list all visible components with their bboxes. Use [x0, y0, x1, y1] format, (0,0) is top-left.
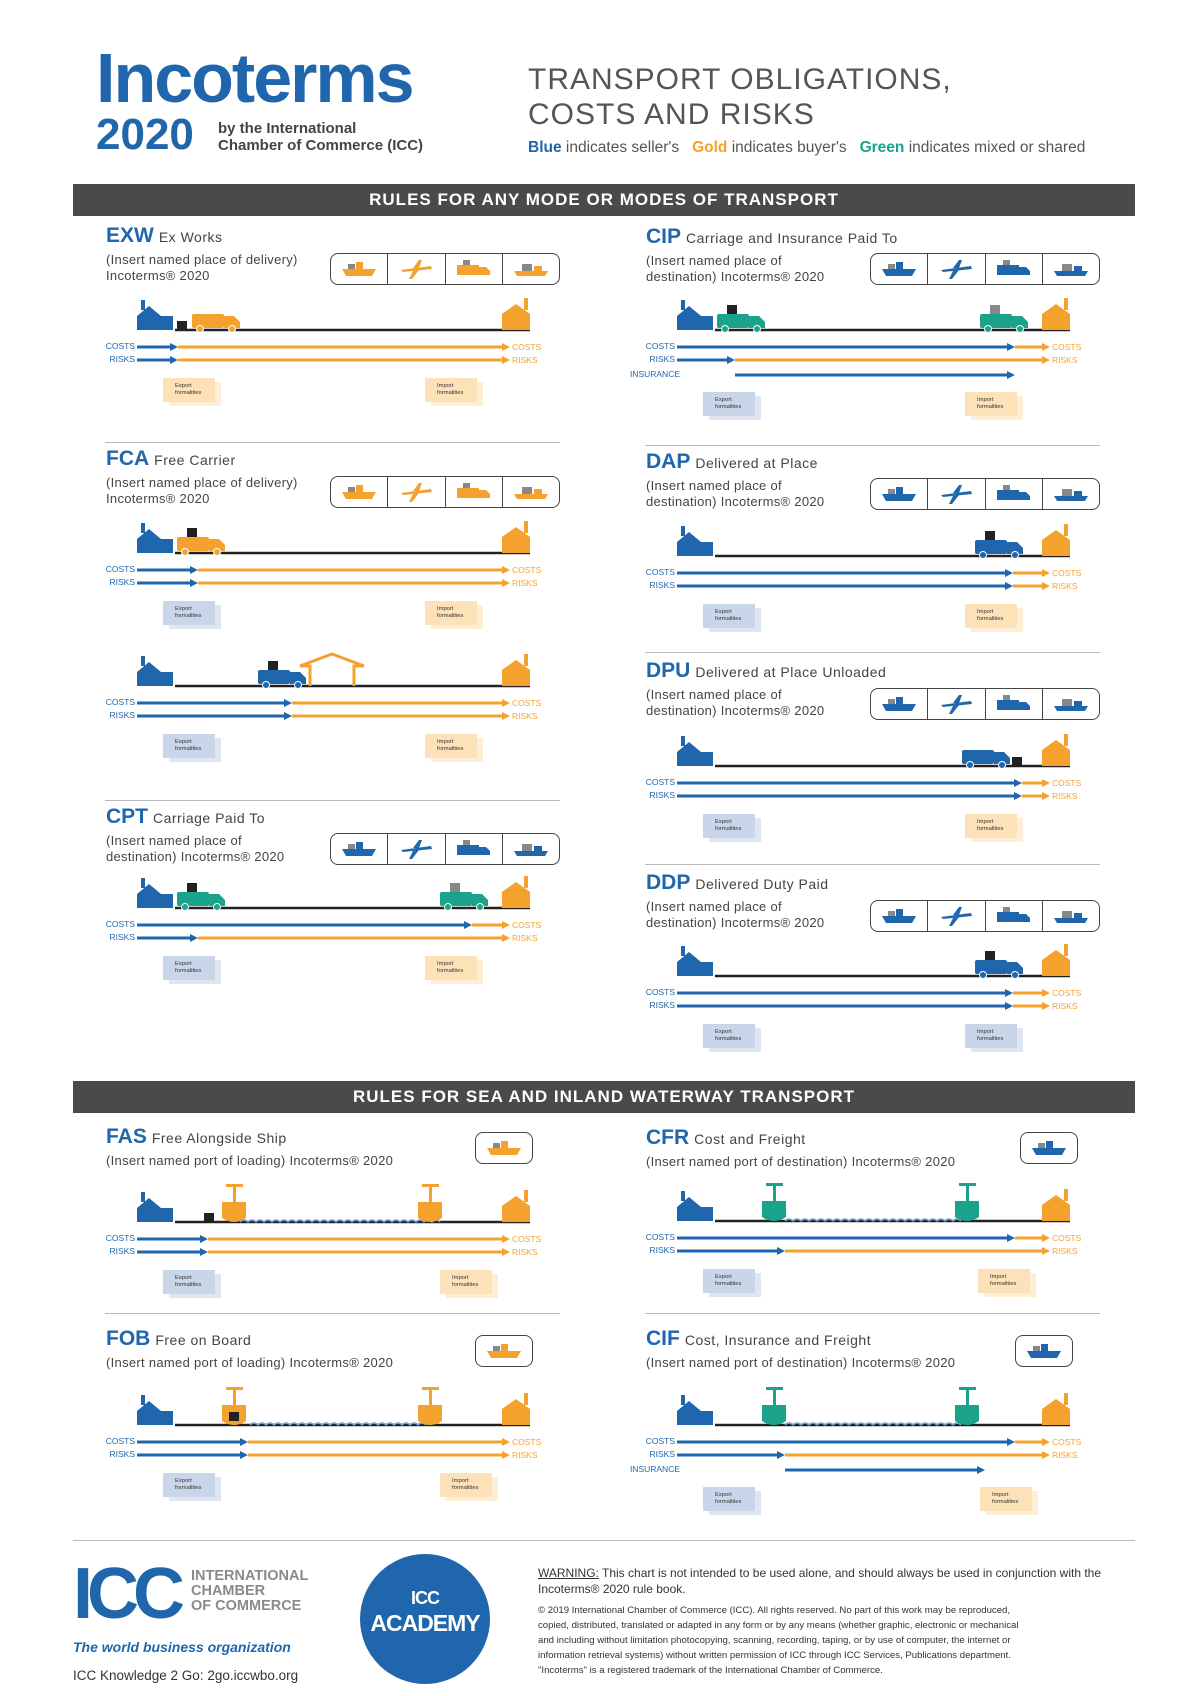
rule-name: Cost and Freight: [694, 1131, 806, 1147]
costs-arrow-seller-head: [1005, 989, 1013, 997]
costs-arrow-buyer-head: [502, 1235, 510, 1243]
copyright-line-4: information retrieval systems) without written permission of ICC through ICC Services, Publications department.: [538, 1650, 1011, 1661]
risks-label-left: RISKS: [649, 354, 675, 364]
cargo-box-icon: [187, 528, 197, 537]
costs-label-left: COSTS: [645, 987, 675, 997]
wheel-icon: [445, 904, 452, 911]
costs-label-right: COSTS: [512, 342, 542, 352]
risks-arrow-seller-head: [240, 1451, 248, 1459]
risks-arrow-seller-head: [777, 1247, 785, 1255]
risks-arrow-seller-head: [284, 712, 292, 720]
risks-label-right: RISKS: [512, 711, 538, 721]
costs-label-left: COSTS: [105, 919, 135, 929]
risks-label-right: RISKS: [1052, 791, 1078, 801]
risks-arrow-buyer-head: [1042, 1002, 1050, 1010]
costs-arrow-seller-head: [1007, 1234, 1015, 1242]
formality-label: Import: [977, 1029, 994, 1035]
chimney-icon: [681, 300, 685, 310]
knowledge-2-go-link[interactable]: ICC Knowledge 2 Go: 2go.iccwbo.org: [73, 1668, 299, 1683]
chimney-icon: [1064, 734, 1068, 746]
legend-green-word: Green: [859, 139, 905, 156]
formality-label: formalities: [175, 746, 202, 752]
risks-label-left: RISKS: [109, 1246, 135, 1256]
icc-name-3: OF COMMERCE: [191, 1598, 302, 1614]
truck-icon: [258, 670, 290, 684]
formality-label: Export: [715, 1274, 732, 1280]
formality-label: formalities: [437, 968, 464, 974]
rule-name: Free Alongside Ship: [151, 1130, 287, 1146]
risks-arrow-buyer-head: [1042, 1451, 1050, 1459]
chimney-icon: [681, 526, 685, 536]
formality-label: Import: [992, 1492, 1009, 1498]
crane-boom-icon: [766, 1183, 783, 1186]
wheel-icon: [197, 326, 204, 333]
formality-label: formalities: [990, 1281, 1017, 1287]
formality-label: formalities: [175, 390, 202, 396]
formality-label: formalities: [175, 968, 202, 974]
risks-arrow-seller-head: [777, 1451, 785, 1459]
formality-label: Export: [715, 1492, 732, 1498]
formality-label: Export: [175, 1478, 192, 1484]
formality-label: formalities: [992, 1499, 1019, 1505]
section-banner-any-mode: RULES FOR ANY MODE OR MODES OF TRANSPORT: [73, 184, 1135, 216]
rule-note: (Insert named port of destination) Incoterms® 2020: [646, 1355, 956, 1370]
costs-arrow-buyer-head: [502, 699, 510, 707]
formality-label: Import: [977, 609, 994, 615]
risks-label-left: RISKS: [649, 580, 675, 590]
ship-hull-icon: [762, 1201, 786, 1221]
cargo-box-icon: [1012, 757, 1022, 766]
section-banner-sea: RULES FOR SEA AND INLAND WATERWAY TRANSPORT: [73, 1081, 1135, 1113]
formality-label: Import: [437, 961, 454, 967]
risks-label-left: RISKS: [649, 1000, 675, 1010]
rule-note: (Insert named place of destination) Incoterms® 2020: [646, 687, 825, 718]
risks-arrow-seller-head: [727, 356, 735, 364]
risks-label-right: RISKS: [512, 355, 538, 365]
risks-arrow-buyer-head: [502, 579, 510, 587]
risks-label-left: RISKS: [109, 932, 135, 942]
risks-arrow-seller-head: [1005, 582, 1013, 590]
costs-label-right: COSTS: [512, 698, 542, 708]
wheel-icon: [1012, 972, 1019, 979]
risks-arrow-buyer-head: [1042, 356, 1050, 364]
truck-icon: [192, 314, 224, 328]
risks-label-left: RISKS: [109, 1449, 135, 1459]
page-footer: [0, 1545, 1200, 1696]
costs-label-left: COSTS: [645, 777, 675, 787]
chimney-icon: [524, 1190, 528, 1202]
risks-arrow-buyer-head: [502, 712, 510, 720]
risks-arrow-buyer-head: [502, 356, 510, 364]
formality-label: formalities: [977, 404, 1004, 410]
risks-label-right: RISKS: [1052, 1001, 1078, 1011]
risks-label-left: RISKS: [109, 577, 135, 587]
icc-logo: [73, 1554, 323, 1657]
rule-code: FOB: [106, 1327, 151, 1350]
risks-arrow-buyer-head: [502, 1248, 510, 1256]
wheel-icon: [214, 904, 221, 911]
legend-green-text: indicates mixed or shared: [908, 139, 1086, 156]
wheel-icon: [295, 682, 302, 689]
page-title-line-1: TRANSPORT OBLIGATIONS,: [528, 63, 952, 96]
risks-label-right: RISKS: [512, 578, 538, 588]
rule-name: Delivered Duty Paid: [695, 876, 829, 892]
chimney-icon: [141, 1192, 145, 1202]
wheel-icon: [263, 682, 270, 689]
chimney-icon: [141, 523, 145, 533]
formality-label: formalities: [977, 1036, 1004, 1042]
costs-arrow-buyer-head: [1042, 779, 1050, 787]
chimney-icon: [681, 946, 685, 956]
costs-arrow-buyer-head: [502, 921, 510, 929]
rule-code: CIF: [646, 1327, 680, 1350]
risks-label-right: RISKS: [1052, 355, 1078, 365]
chimney-icon: [524, 521, 528, 533]
chimney-icon: [141, 1395, 145, 1405]
cargo-box-icon: [204, 1213, 214, 1222]
warning-body: This chart is not intended to be used alone, and should always be used in conjunction with the Incoterms® 2020 rule book.: [538, 1566, 1102, 1596]
cargo-box-icon: [187, 883, 197, 892]
rule-code: CPT: [106, 805, 148, 828]
risks-label-right: RISKS: [512, 933, 538, 943]
risks-arrow-buyer-head: [1042, 1247, 1050, 1255]
wheel-icon: [967, 762, 974, 769]
rule-note: (Insert named place of delivery) Incoterms® 2020: [106, 475, 298, 506]
risks-label-right: RISKS: [1052, 1246, 1078, 1256]
copyright-line-1: © 2019 International Chamber of Commerce (ICC). All rights reserved. No part of this work may be reproduced,: [538, 1605, 1011, 1616]
rule-code: FAS: [106, 1125, 147, 1148]
costs-arrow-buyer-head: [1042, 569, 1050, 577]
wheel-icon: [477, 904, 484, 911]
logo-by-line-2: Chamber of Commerce (ICC): [218, 137, 424, 154]
risks-label-left: RISKS: [109, 354, 135, 364]
rule-name: Free Carrier: [154, 452, 236, 468]
formality-label: formalities: [452, 1282, 479, 1288]
formality-label: Import: [437, 606, 454, 612]
formality-label: formalities: [977, 616, 1004, 622]
ship-hull-icon: [762, 1405, 786, 1425]
chimney-icon: [141, 878, 145, 888]
truck-icon: [975, 540, 1007, 554]
rule-note: (Insert named place of delivery) Incoterms® 2020: [106, 252, 298, 283]
rule-name: Ex Works: [158, 229, 223, 245]
wheel-icon: [182, 549, 189, 556]
risks-arrow-seller-head: [1014, 792, 1022, 800]
costs-arrow-seller-head: [1005, 569, 1013, 577]
ship-hull-icon: [955, 1201, 979, 1221]
risks-arrow-seller-head: [200, 1248, 208, 1256]
insurance-label: INSURANCE: [629, 369, 680, 379]
rule-code: DPU: [646, 659, 691, 682]
legend-gold-word: Gold: [692, 139, 728, 156]
crane-boom-icon: [766, 1387, 783, 1390]
ship-hull-icon: [955, 1405, 979, 1425]
costs-arrow-seller-head: [1014, 779, 1022, 787]
wheel-icon: [980, 552, 987, 559]
truck-icon: [975, 960, 1007, 974]
wheel-icon: [182, 904, 189, 911]
formality-label: Import: [977, 819, 994, 825]
formality-label: Import: [977, 397, 994, 403]
crane-boom-icon: [422, 1184, 439, 1187]
risks-arrow-seller-head: [1005, 1002, 1013, 1010]
rule-name: Carriage and Insurance Paid To: [686, 230, 898, 246]
truck-icon: [962, 750, 994, 764]
risks-arrow-buyer-head: [502, 1451, 510, 1459]
formality-label: formalities: [452, 1485, 479, 1491]
icc-name-2: CHAMBER: [191, 1583, 266, 1599]
rule-code: EXW: [106, 224, 154, 247]
rule-code: FCA: [106, 447, 150, 470]
costs-arrow-seller-head: [1007, 1438, 1015, 1446]
legend-blue-text: indicates seller's: [565, 139, 680, 156]
rule-note: (Insert named place of destination) Incoterms® 2020: [646, 478, 825, 509]
page-title-line-2: COSTS AND RISKS: [528, 98, 815, 131]
risks-arrow-seller-head: [190, 579, 198, 587]
legend-blue-word: Blue: [528, 139, 562, 156]
wheel-icon: [1012, 552, 1019, 559]
cargo-box-icon: [990, 305, 1000, 314]
costs-label-right: COSTS: [1052, 342, 1082, 352]
wheel-icon: [214, 549, 221, 556]
costs-arrow-seller-head: [240, 1438, 248, 1446]
insurance-label: INSURANCE: [629, 1464, 680, 1474]
cargo-box-icon: [985, 951, 995, 960]
risks-label-left: RISKS: [649, 790, 675, 800]
icc-name: [191, 1569, 308, 1614]
wheel-icon: [754, 326, 761, 333]
cargo-box-icon: [985, 531, 995, 540]
costs-label-left: COSTS: [645, 341, 675, 351]
academy-icc: ICC: [411, 1588, 439, 1608]
risks-arrow-buyer-head: [1042, 582, 1050, 590]
formality-label: formalities: [715, 1036, 742, 1042]
formality-label: formalities: [437, 746, 464, 752]
costs-arrow-buyer-head: [502, 343, 510, 351]
costs-label-left: COSTS: [105, 1233, 135, 1243]
icc-academy-logo: [360, 1554, 490, 1684]
formality-label: Import: [452, 1478, 469, 1484]
risks-label-left: RISKS: [649, 1245, 675, 1255]
terminal-icon: [300, 654, 364, 686]
chimney-icon: [1064, 524, 1068, 536]
chimney-icon: [1064, 1393, 1068, 1405]
rule-note: (Insert named place of destination) Incoterms® 2020: [646, 253, 825, 284]
costs-label-right: COSTS: [512, 920, 542, 930]
crane-boom-icon: [422, 1387, 439, 1390]
chimney-icon: [1064, 1189, 1068, 1201]
cargo-box-icon: [177, 321, 187, 330]
rule-name: Free on Board: [155, 1332, 252, 1348]
formality-label: formalities: [175, 613, 202, 619]
copyright-line-2: copied, distributed, translated or adapted in any form or by any means (whether graphic, electronic or mechanical: [538, 1620, 1019, 1631]
rule-name: Delivered at Place Unloaded: [695, 664, 887, 680]
formality-label: formalities: [175, 1485, 202, 1491]
risks-label-right: RISKS: [1052, 1450, 1078, 1460]
risks-label-left: RISKS: [109, 710, 135, 720]
formality-label: formalities: [715, 1499, 742, 1505]
costs-arrow-seller-head: [170, 343, 178, 351]
icc-tagline: The world business organization: [73, 1639, 291, 1655]
rule-name: Carriage Paid To: [153, 810, 266, 826]
truck-icon: [980, 314, 1012, 328]
rule-code: DAP: [646, 450, 691, 473]
chimney-icon: [524, 654, 528, 666]
chimney-icon: [524, 298, 528, 310]
icc-name-1: INTERNATIONAL: [191, 1568, 309, 1584]
costs-arrow-buyer-head: [502, 1438, 510, 1446]
formality-label: Import: [452, 1275, 469, 1281]
rule-code: CFR: [646, 1126, 690, 1149]
ship-hull-icon: [418, 1405, 442, 1425]
costs-arrow-seller-head: [1007, 343, 1015, 351]
formality-label: Export: [175, 383, 192, 389]
formality-label: Import: [990, 1274, 1007, 1280]
formality-label: Import: [437, 383, 454, 389]
insurance-arrow-head: [1007, 371, 1015, 379]
crane-boom-icon: [226, 1184, 243, 1187]
chimney-icon: [524, 1393, 528, 1405]
costs-label-left: COSTS: [645, 567, 675, 577]
formality-label: Import: [437, 739, 454, 745]
copyright-text: [538, 1603, 1138, 1678]
formality-label: Export: [715, 609, 732, 615]
costs-arrow-seller-head: [190, 566, 198, 574]
formality-label: Export: [175, 606, 192, 612]
formality-label: formalities: [977, 826, 1004, 832]
formality-label: formalities: [715, 1281, 742, 1287]
icc-logo-mark: ICC: [73, 1554, 179, 1634]
costs-label-right: COSTS: [1052, 778, 1082, 788]
rule-name: Delivered at Place: [695, 455, 818, 471]
risks-arrow-buyer-head: [502, 934, 510, 942]
risks-arrow-seller-head: [170, 356, 178, 364]
wheel-icon: [229, 326, 236, 333]
wheel-icon: [985, 326, 992, 333]
costs-label-right: COSTS: [1052, 1233, 1082, 1243]
formality-label: Export: [175, 961, 192, 967]
cargo-box-icon: [229, 1412, 239, 1421]
formality-label: formalities: [175, 1282, 202, 1288]
formality-label: formalities: [437, 390, 464, 396]
rule-code: DDP: [646, 871, 691, 894]
rule-note: (Insert named port of loading) Incoterms® 2020: [106, 1355, 394, 1370]
chimney-icon: [1064, 298, 1068, 310]
crane-boom-icon: [226, 1387, 243, 1390]
costs-arrow-buyer-head: [1042, 989, 1050, 997]
risks-arrow-seller-head: [190, 934, 198, 942]
risks-label-right: RISKS: [512, 1450, 538, 1460]
formality-label: formalities: [715, 826, 742, 832]
ship-hull-icon: [418, 1202, 442, 1222]
chimney-icon: [141, 300, 145, 310]
risks-arrow-buyer-head: [1042, 792, 1050, 800]
formality-label: Export: [715, 1029, 732, 1035]
rule-name: Cost, Insurance and Freight: [684, 1332, 872, 1348]
warning-title: WARNING:: [538, 1566, 599, 1580]
rule-note: (Insert named port of destination) Incoterms® 2020: [646, 1154, 956, 1169]
truck-icon: [177, 892, 209, 906]
formality-label: formalities: [715, 404, 742, 410]
logo-year: 2020: [96, 110, 194, 159]
costs-label-left: COSTS: [105, 697, 135, 707]
costs-label-right: COSTS: [1052, 1437, 1082, 1447]
warning-text: [538, 1565, 1138, 1597]
ship-hull-icon: [222, 1202, 246, 1222]
costs-arrow-buyer-head: [1042, 343, 1050, 351]
wheel-icon: [999, 762, 1006, 769]
chimney-icon: [681, 1395, 685, 1405]
costs-arrow-buyer-head: [1042, 1234, 1050, 1242]
risks-label-right: RISKS: [1052, 581, 1078, 591]
wheel-icon: [980, 972, 987, 979]
truck-icon: [440, 892, 472, 906]
costs-label-right: COSTS: [512, 565, 542, 575]
formality-label: Export: [175, 1275, 192, 1281]
cargo-box-icon: [268, 661, 278, 670]
crane-boom-icon: [959, 1183, 976, 1186]
costs-arrow-seller-head: [464, 921, 472, 929]
formality-label: Export: [715, 397, 732, 403]
risks-label-left: RISKS: [649, 1449, 675, 1459]
truck-icon: [177, 537, 209, 551]
chimney-icon: [141, 656, 145, 666]
costs-arrow-seller-head: [200, 1235, 208, 1243]
chimney-icon: [524, 876, 528, 888]
legend-gold-text: indicates buyer's: [731, 139, 847, 156]
costs-label-right: COSTS: [1052, 568, 1082, 578]
costs-label-left: COSTS: [105, 341, 135, 351]
costs-label-left: COSTS: [645, 1232, 675, 1242]
copyright-line-3: and including without limitation photocopying, scanning, recording, taping, or by use of computer, the internet or: [538, 1635, 1011, 1646]
risks-label-right: RISKS: [512, 1247, 538, 1257]
formality-label: Export: [175, 739, 192, 745]
wheel-icon: [1017, 326, 1024, 333]
formality-label: formalities: [715, 616, 742, 622]
formality-label: Export: [715, 819, 732, 825]
truck-icon: [717, 314, 749, 328]
costs-label-left: COSTS: [105, 1436, 135, 1446]
costs-arrow-buyer-head: [1042, 1438, 1050, 1446]
chimney-icon: [1064, 944, 1068, 956]
cargo-box-icon: [450, 883, 460, 892]
logo-word: Incoterms: [96, 39, 413, 117]
copyright-line-5: "Incoterms" is a registered trademark of the International Chamber of Commerce.: [538, 1665, 883, 1676]
rule-note: (Insert named place of destination) Incoterms® 2020: [106, 833, 285, 864]
formality-label: formalities: [437, 613, 464, 619]
costs-label-right: COSTS: [1052, 988, 1082, 998]
cargo-box-icon: [727, 305, 737, 314]
costs-label-left: COSTS: [105, 564, 135, 574]
footer-divider: [73, 1540, 1135, 1541]
crane-boom-icon: [959, 1387, 976, 1390]
costs-arrow-seller-head: [284, 699, 292, 707]
chimney-icon: [681, 736, 685, 746]
insurance-arrow-head: [977, 1466, 985, 1474]
costs-label-right: COSTS: [512, 1437, 542, 1447]
academy-word: ACADEMY: [370, 1610, 480, 1636]
rule-note: (Insert named place of destination) Incoterms® 2020: [646, 899, 825, 930]
rule-code: CIP: [646, 225, 682, 248]
costs-label-right: COSTS: [512, 1234, 542, 1244]
rule-note: (Insert named port of loading) Incoterms® 2020: [106, 1153, 394, 1168]
costs-label-left: COSTS: [645, 1436, 675, 1446]
logo-by-line-1: by the International: [218, 120, 357, 137]
wheel-icon: [722, 326, 729, 333]
chimney-icon: [681, 1191, 685, 1201]
costs-arrow-buyer-head: [502, 566, 510, 574]
